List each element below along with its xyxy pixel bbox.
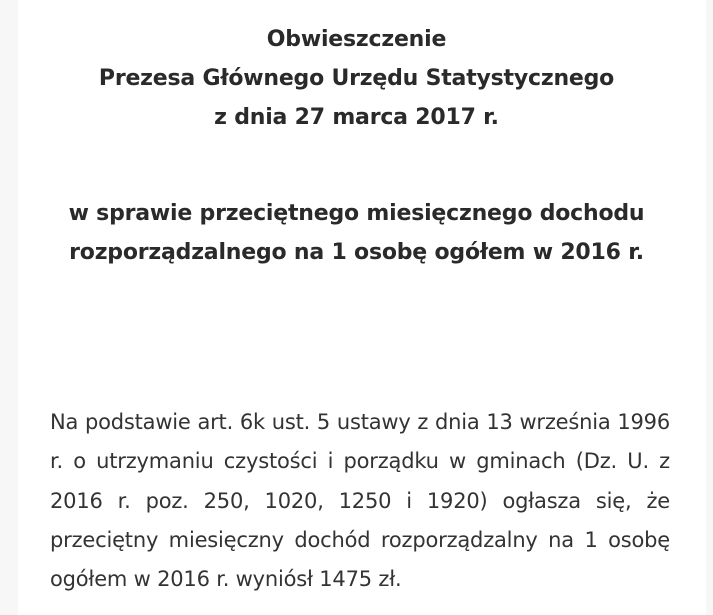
document-subject bbox=[0, 194, 713, 272]
title-line-1: Obwieszczenie bbox=[266, 27, 447, 52]
title-line-2: Prezesa Głównego Urzędu Statystycznego bbox=[98, 66, 615, 91]
title-line-3: z dnia 27 marca 2017 r. bbox=[214, 105, 499, 130]
subject-line-2: rozporządzalnego na 1 osobę ogółem w 2016 r. bbox=[69, 240, 644, 265]
subject-line-1: w sprawie przeciętnego miesięcznego dochodu bbox=[68, 201, 645, 226]
document-title bbox=[0, 20, 713, 137]
body-paragraph: Na podstawie art. 6k ust. 5 ustawy z dnia 13 września 1996 r. o utrzymaniu czystości i porządku w gminach (Dz. U. z 2016 r. poz. 250, 1020, 1250 i 1920) ogłasza się, że przeciętny miesięczny dochód rozporządzalny na 1 osobę ogółem w 2016 r. wyniósł 1475 zł. bbox=[50, 410, 670, 592]
